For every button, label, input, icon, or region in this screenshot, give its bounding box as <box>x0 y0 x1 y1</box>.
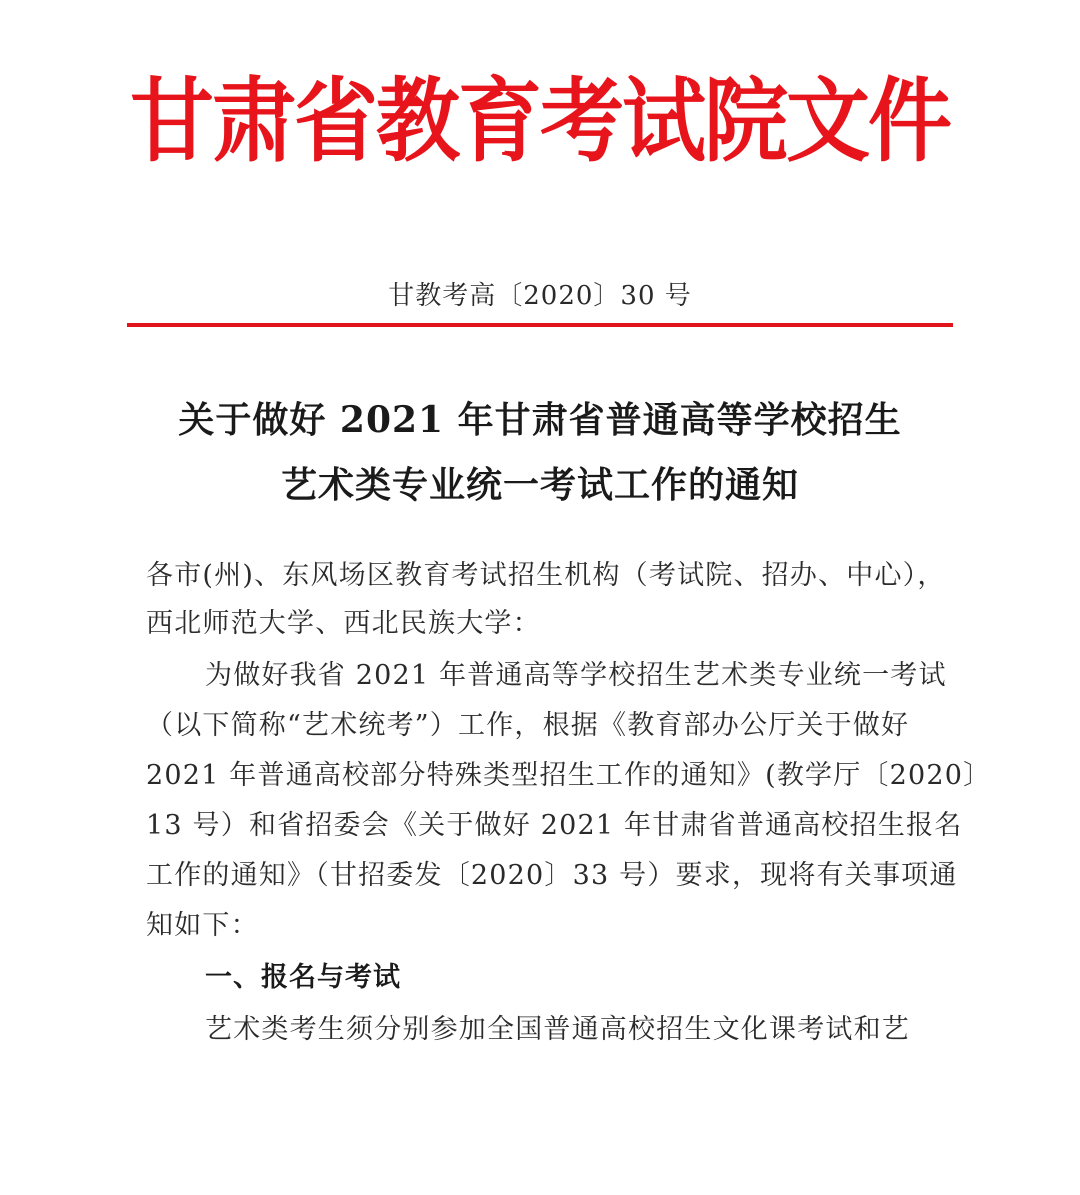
section-1-paragraph-line-1: 艺术类考生须分别参加全国普通高校招生文化课考试和艺 <box>205 1014 910 1045</box>
red-divider-line <box>127 323 953 327</box>
paragraph-line-3: 2021 年普通高校部分特殊类型招生工作的通知》(教学厅〔2020〕 <box>146 760 992 791</box>
paragraph-line-5: 工作的通知》（甘招委发〔2020〕33 号）要求，现将有关事项通 <box>146 860 958 891</box>
paragraph-line-1: 为做好我省 2021 年普通高等学校招生艺术类专业统一考试 <box>205 660 947 691</box>
paragraph-line-2: （以下简称“艺术统考”）工作，根据《教育部办公厅关于做好 <box>146 710 910 741</box>
issuer-header-title: 甘肃省教育考试院文件 <box>129 68 950 175</box>
addressee-line-1: 各市(州)、东风场区教育考试招生机构（考试院、招办、中心）， <box>146 560 946 591</box>
section-heading-registration: 一、报名与考试 <box>205 962 401 993</box>
paragraph-line-4: 13 号）和省招委会《关于做好 2021 年甘肃省普通高校招生报名 <box>146 810 963 841</box>
paragraph-line-6: 知如下： <box>146 910 259 941</box>
document-number: 甘教考高〔2020〕30 号 <box>388 281 692 311</box>
notice-title-line-2: 艺术类专业统一考试工作的通知 <box>280 464 799 506</box>
addressee-line-2: 西北师范大学、西北民族大学： <box>146 608 541 639</box>
notice-title-line-1: 关于做好 2021 年甘肃省普通高等学校招生 <box>178 399 902 441</box>
